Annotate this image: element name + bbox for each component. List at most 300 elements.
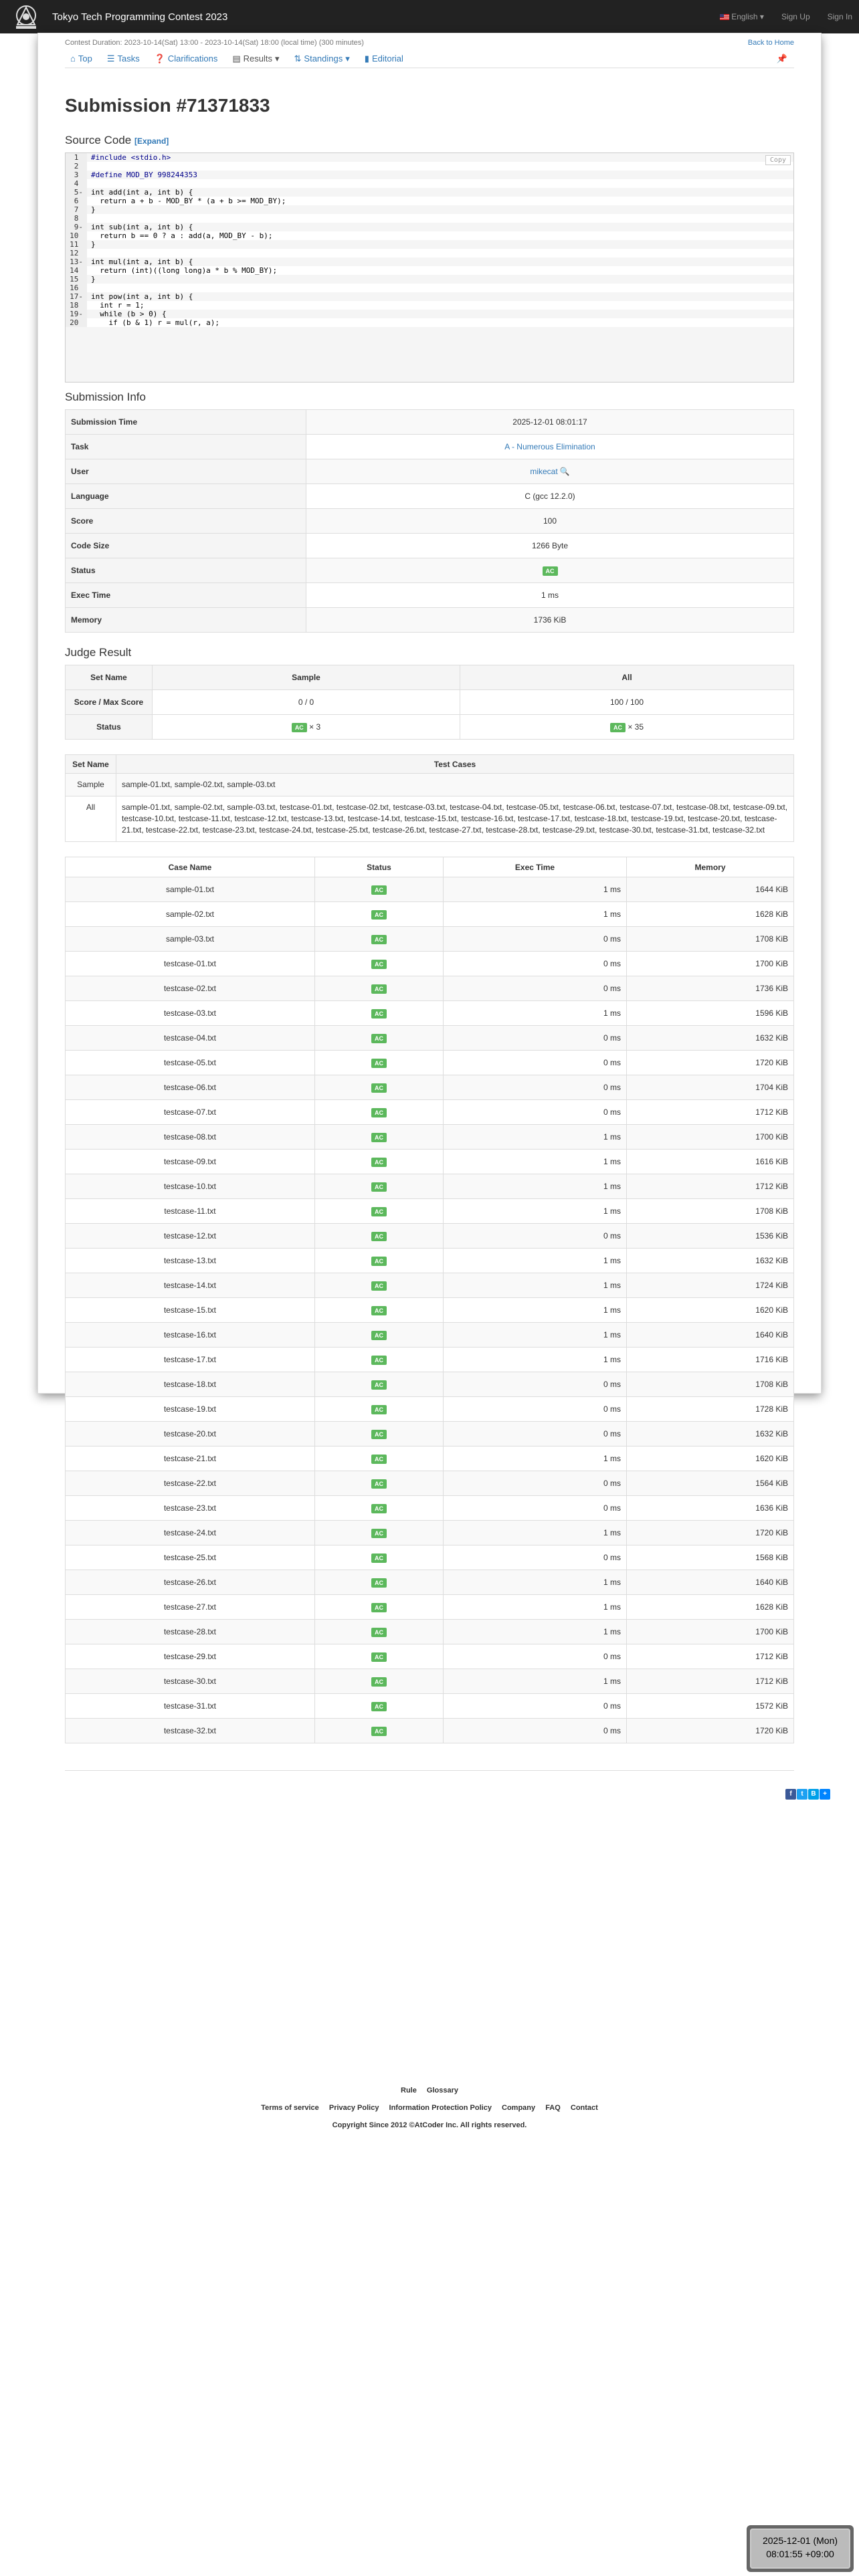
code-text: return a + b - MOD_BY * (a + b >= MOD_BY);: [91, 197, 286, 205]
tab-top[interactable]: [70, 53, 92, 64]
case-exec-time: 1 ms: [444, 1348, 627, 1372]
info-label: Language: [66, 484, 306, 509]
info-row: [66, 534, 794, 558]
ac-badge: AC: [371, 1405, 387, 1414]
question-icon: ❓: [154, 53, 165, 64]
table-row: [66, 1273, 794, 1298]
case-memory: 1704 KiB: [627, 1075, 794, 1100]
ac-badge: AC: [371, 1727, 387, 1736]
contest-tabs: [65, 49, 794, 68]
share-plus-icon[interactable]: +: [820, 1789, 830, 1800]
ac-badge: AC: [371, 935, 387, 944]
case-status: [315, 1100, 444, 1125]
tab-clarifications[interactable]: [155, 53, 218, 64]
info-label: Score: [66, 509, 306, 534]
search-icon[interactable]: 🔍: [559, 467, 570, 476]
case-results-table: [65, 857, 794, 1743]
line-number: 19-: [66, 310, 87, 318]
ac-badge: AC: [371, 1702, 387, 1711]
table-row: [66, 1125, 794, 1150]
tab-results[interactable]: ▤ Results ▾: [232, 53, 280, 64]
book-icon: ▮: [364, 53, 369, 64]
score-label: Score / Max Score: [66, 690, 153, 715]
case-exec-time: 1 ms: [444, 902, 627, 927]
judge-result-heading: Judge Result: [65, 646, 132, 659]
code-line: [66, 179, 793, 188]
case-name: testcase-14.txt: [66, 1273, 315, 1298]
source-code-box[interactable]: [65, 152, 794, 383]
share-buttons: [785, 1789, 830, 1800]
case-exec-time: 1 ms: [444, 1323, 627, 1348]
code-line: [66, 301, 793, 310]
case-memory: 1536 KiB: [627, 1224, 794, 1249]
code-text: [87, 249, 91, 257]
code-text: return b == 0 ? a : add(a, MOD_BY - b);: [91, 231, 273, 240]
ac-badge: AC: [371, 1356, 387, 1365]
table-row: [66, 1496, 794, 1521]
case-status: [315, 1446, 444, 1471]
line-number: 18: [66, 301, 87, 310]
ac-badge: AC: [543, 566, 558, 576]
info-label: Exec Time: [66, 583, 306, 608]
case-memory: 1644 KiB: [627, 877, 794, 902]
case-name: testcase-21.txt: [66, 1446, 315, 1471]
atcoder-logo[interactable]: [8, 1, 44, 33]
case-name: testcase-04.txt: [66, 1026, 315, 1051]
code-text: }: [91, 275, 96, 284]
case-exec-time: 0 ms: [444, 1471, 627, 1496]
table-row: [66, 976, 794, 1001]
code-text: int r = 1;: [91, 301, 145, 310]
footer-rule-link[interactable]: Rule: [401, 2086, 417, 2095]
judge-header-all: All: [460, 665, 794, 690]
code-line: [66, 284, 793, 292]
table-row: [66, 1446, 794, 1471]
us-flag-icon: [720, 14, 729, 20]
back-to-home-link[interactable]: Back to Home: [747, 39, 794, 47]
score-sample: 0 / 0: [153, 690, 460, 715]
case-name: sample-01.txt: [66, 877, 315, 902]
clock-date: 2025-12-01 (Mon): [762, 2535, 838, 2546]
case-header-name: Case Name: [66, 857, 315, 877]
case-exec-time: 1 ms: [444, 1199, 627, 1224]
case-status: [315, 1471, 444, 1496]
code-line: [66, 231, 793, 240]
code-line: [66, 310, 793, 318]
case-exec-time: 0 ms: [444, 1051, 627, 1075]
case-exec-time: 1 ms: [444, 1249, 627, 1273]
case-memory: 1628 KiB: [627, 1595, 794, 1620]
case-name: testcase-08.txt: [66, 1125, 315, 1150]
score-all: 100 / 100: [460, 690, 794, 715]
case-exec-time: 0 ms: [444, 927, 627, 952]
ac-badge: AC: [371, 885, 387, 895]
line-number: 4: [66, 179, 87, 188]
info-row: [66, 608, 794, 633]
code-text: int mul(int a, int b) {: [91, 257, 193, 266]
info-value: 1736 KiB: [306, 608, 794, 633]
table-row: [66, 1719, 794, 1743]
ac-badge: AC: [371, 1133, 387, 1142]
case-memory: 1708 KiB: [627, 1199, 794, 1224]
case-name: testcase-20.txt: [66, 1422, 315, 1446]
code-text: }: [91, 240, 96, 249]
code-line: [66, 275, 793, 284]
table-row: [66, 1545, 794, 1570]
case-name: testcase-10.txt: [66, 1174, 315, 1199]
code-text: #define MOD_BY 998244353: [91, 171, 197, 179]
case-memory: 1712 KiB: [627, 1644, 794, 1669]
case-exec-time: 0 ms: [444, 1644, 627, 1669]
case-exec-time: 1 ms: [444, 1125, 627, 1150]
case-status: [315, 1496, 444, 1521]
case-memory: 1720 KiB: [627, 1719, 794, 1743]
main-container: [38, 33, 821, 1735]
footer-faq-link[interactable]: FAQ: [545, 2104, 561, 2112]
footer-info-protection-link[interactable]: Information Protection Policy: [389, 2104, 492, 2112]
case-status: [315, 1719, 444, 1743]
line-number: 7: [66, 205, 87, 214]
table-row: [66, 1348, 794, 1372]
case-exec-time: 1 ms: [444, 1669, 627, 1694]
judge-header-sample: Sample: [153, 665, 460, 690]
pin-icon[interactable]: 📌: [776, 53, 787, 64]
case-status: [315, 1397, 444, 1422]
home-icon: ⌂: [70, 53, 76, 64]
table-row: [66, 1372, 794, 1397]
sets-header-cases: Test Cases: [116, 755, 794, 774]
line-number: 1: [66, 153, 87, 162]
line-number: 6: [66, 197, 87, 205]
case-exec-time: 1 ms: [444, 1150, 627, 1174]
line-number: 10: [66, 231, 87, 240]
case-name: testcase-19.txt: [66, 1397, 315, 1422]
code-line: [66, 197, 793, 205]
table-row: [66, 877, 794, 902]
table-row: [66, 927, 794, 952]
ac-badge: AC: [371, 984, 387, 994]
footer-terms-link[interactable]: Terms of service: [261, 2104, 319, 2112]
case-name: testcase-01.txt: [66, 952, 315, 976]
case-name: testcase-05.txt: [66, 1051, 315, 1075]
line-number: 17-: [66, 292, 87, 301]
case-exec-time: 1 ms: [444, 1001, 627, 1026]
case-header-memory: Memory: [627, 857, 794, 877]
code-text: return (int)((long long)a * b % MOD_BY);: [91, 266, 278, 275]
case-memory: 1716 KiB: [627, 1348, 794, 1372]
copyright: Copyright Since 2012 ©AtCoder Inc. All rights reserved.: [332, 2121, 527, 2129]
ac-badge: AC: [371, 960, 387, 969]
table-row: [66, 1026, 794, 1051]
ac-badge: AC: [371, 1504, 387, 1513]
code-line: [66, 257, 793, 266]
tab-editorial[interactable]: [365, 53, 403, 64]
ac-badge: AC: [371, 1158, 387, 1167]
table-row: [66, 1471, 794, 1496]
source-code-heading-text: Source Code: [65, 134, 132, 146]
case-status: [315, 1298, 444, 1323]
code-line: [66, 249, 793, 257]
case-exec-time: 0 ms: [444, 1224, 627, 1249]
case-exec-time: 0 ms: [444, 1545, 627, 1570]
table-row: [66, 1298, 794, 1323]
language-dropdown[interactable]: English ▾: [720, 12, 764, 21]
submission-info-table: [65, 409, 794, 633]
case-exec-time: 1 ms: [444, 1273, 627, 1298]
case-memory: 1712 KiB: [627, 1100, 794, 1125]
case-memory: 1620 KiB: [627, 1298, 794, 1323]
code-line: [66, 162, 793, 171]
code-text: int add(int a, int b) {: [91, 188, 193, 197]
table-row: [66, 952, 794, 976]
line-number: 15: [66, 275, 87, 284]
code-text: [87, 214, 91, 223]
info-label: Submission Time: [66, 410, 306, 435]
sort-icon: ⇅: [294, 53, 302, 64]
ac-badge: AC: [371, 1059, 387, 1068]
case-name: testcase-07.txt: [66, 1100, 315, 1125]
case-header-status: Status: [315, 857, 444, 877]
case-memory: 1596 KiB: [627, 1001, 794, 1026]
case-memory: 1712 KiB: [627, 1669, 794, 1694]
table-row: [66, 1224, 794, 1249]
tab-label: Top: [78, 53, 92, 64]
code-line: [66, 153, 793, 162]
code-text: }: [91, 205, 96, 214]
code-text: #include <stdio.h>: [91, 153, 171, 162]
case-exec-time: 0 ms: [444, 1496, 627, 1521]
ac-badge: AC: [371, 1009, 387, 1018]
info-row: [66, 583, 794, 608]
code-line: [66, 171, 793, 179]
code-text: while (b > 0) {: [91, 310, 167, 318]
info-row: [66, 484, 794, 509]
info-label: Task: [66, 435, 306, 459]
case-memory: 1616 KiB: [627, 1150, 794, 1174]
code-text: [87, 284, 91, 292]
task-link[interactable]: A - Numerous Elimination: [504, 442, 595, 451]
ac-badge: AC: [371, 1083, 387, 1093]
case-exec-time: 0 ms: [444, 1422, 627, 1446]
ac-badge: AC: [610, 723, 626, 732]
line-number: 20: [66, 318, 87, 327]
contest-duration: Contest Duration: 2023-10-14(Sat) 13:00 - 2023-10-14(Sat) 18:00 (local time) (300 minutes): [65, 39, 364, 47]
case-name: testcase-23.txt: [66, 1496, 315, 1521]
case-memory: 1708 KiB: [627, 1372, 794, 1397]
info-row: [66, 410, 794, 435]
case-exec-time: 0 ms: [444, 952, 627, 976]
table-row: [66, 1595, 794, 1620]
footer: [0, 2086, 859, 2129]
info-row: [66, 435, 794, 459]
tab-tasks[interactable]: [107, 53, 140, 64]
judge-result-table: [65, 665, 794, 740]
footer-privacy-link[interactable]: Privacy Policy: [328, 2104, 379, 2112]
ac-badge: AC: [371, 1380, 387, 1390]
ac-badge: AC: [371, 1455, 387, 1464]
ac-badge: AC: [371, 1553, 387, 1563]
case-name: testcase-22.txt: [66, 1471, 315, 1496]
case-status: [315, 877, 444, 902]
case-memory: 1620 KiB: [627, 1446, 794, 1471]
clock-widget: [747, 2525, 854, 2572]
case-memory: 1628 KiB: [627, 902, 794, 927]
table-row: [66, 1644, 794, 1669]
case-name: testcase-29.txt: [66, 1644, 315, 1669]
twitter-icon[interactable]: t: [797, 1789, 807, 1800]
case-memory: 1700 KiB: [627, 952, 794, 976]
contest-title[interactable]: Tokyo Tech Programming Contest 2023: [52, 11, 228, 23]
case-name: testcase-02.txt: [66, 976, 315, 1001]
footer-company-link[interactable]: Company: [502, 2104, 536, 2112]
info-row: [66, 558, 794, 583]
signup-link[interactable]: Sign Up: [781, 12, 810, 21]
code-text: if (b & 1) r = mul(r, a);: [91, 318, 220, 327]
top-navbar: [0, 0, 859, 33]
signin-link[interactable]: Sign In: [827, 12, 852, 21]
info-row: [66, 509, 794, 534]
tab-label: Clarifications: [167, 53, 218, 64]
case-exec-time: 0 ms: [444, 1075, 627, 1100]
page-title: Submission #71371833: [65, 95, 270, 116]
code-text: [87, 179, 91, 188]
case-name: testcase-25.txt: [66, 1545, 315, 1570]
table-row: [66, 1422, 794, 1446]
tab-label: Standings: [304, 53, 343, 64]
case-exec-time: 0 ms: [444, 976, 627, 1001]
footer-glossary-link[interactable]: Glossary: [426, 2086, 458, 2095]
ac-badge: AC: [371, 1430, 387, 1439]
ac-badge: AC: [371, 1529, 387, 1538]
ac-badge: AC: [371, 1034, 387, 1043]
case-header-time: Exec Time: [444, 857, 627, 877]
facebook-icon[interactable]: f: [785, 1789, 796, 1800]
code-line: [66, 292, 793, 301]
case-memory: 1700 KiB: [627, 1125, 794, 1150]
case-memory: 1640 KiB: [627, 1323, 794, 1348]
case-exec-time: 1 ms: [444, 1521, 627, 1545]
case-name: testcase-13.txt: [66, 1249, 315, 1273]
case-name: testcase-16.txt: [66, 1323, 315, 1348]
submission-info-heading: Submission Info: [65, 391, 146, 403]
case-memory: 1720 KiB: [627, 1521, 794, 1545]
sets-header-name: Set Name: [66, 755, 116, 774]
info-value: [306, 459, 794, 484]
code-line: [66, 188, 793, 197]
table-row: [66, 1669, 794, 1694]
clock-time: 08:01:55 +09:00: [766, 2549, 834, 2559]
case-name: testcase-32.txt: [66, 1719, 315, 1743]
hatena-icon[interactable]: B: [808, 1789, 819, 1800]
info-value: 100: [306, 509, 794, 534]
table-row: [66, 1199, 794, 1224]
case-status: [315, 1323, 444, 1348]
ac-badge: AC: [371, 1603, 387, 1612]
set-cases-sample: sample-01.txt, sample-02.txt, sample-03.txt: [116, 774, 794, 796]
ac-badge: AC: [371, 1257, 387, 1266]
case-memory: 1712 KiB: [627, 1174, 794, 1199]
language-label: English: [731, 12, 758, 21]
info-label: Code Size: [66, 534, 306, 558]
tab-standings[interactable]: ⇅ Standings ▾: [294, 53, 350, 64]
footer-contact-link[interactable]: Contact: [570, 2104, 598, 2112]
table-row: [66, 1521, 794, 1545]
code-line: [66, 223, 793, 231]
table-row: [66, 1075, 794, 1100]
line-number: 8: [66, 214, 87, 223]
case-status: [315, 1372, 444, 1397]
case-status: [315, 1249, 444, 1273]
set-name-all: All: [66, 796, 116, 842]
ac-badge: AC: [371, 1652, 387, 1662]
status-all: [460, 715, 794, 740]
line-number: 11: [66, 240, 87, 249]
table-row: [66, 1150, 794, 1174]
info-value: 1266 Byte: [306, 534, 794, 558]
case-name: testcase-28.txt: [66, 1620, 315, 1644]
case-name: testcase-31.txt: [66, 1694, 315, 1719]
ac-badge: AC: [371, 1677, 387, 1687]
line-number: 3: [66, 171, 87, 179]
case-name: testcase-03.txt: [66, 1001, 315, 1026]
case-status: [315, 1001, 444, 1026]
case-memory: 1568 KiB: [627, 1545, 794, 1570]
case-status: [315, 1620, 444, 1644]
table-row: [66, 1249, 794, 1273]
table-row: [66, 1694, 794, 1719]
case-status: [315, 1199, 444, 1224]
code-text: int sub(int a, int b) {: [91, 223, 193, 231]
info-value: C (gcc 12.2.0): [306, 484, 794, 509]
case-exec-time: 0 ms: [444, 1100, 627, 1125]
expand-link[interactable]: [Expand]: [134, 136, 169, 146]
code-text: [87, 162, 91, 171]
list-icon: ☰: [106, 53, 115, 64]
case-name: testcase-06.txt: [66, 1075, 315, 1100]
case-status: [315, 952, 444, 976]
copy-button[interactable]: Copy: [765, 155, 791, 165]
case-exec-time: 0 ms: [444, 1026, 627, 1051]
table-row: [66, 1620, 794, 1644]
code-line: [66, 240, 793, 249]
case-status: [315, 1669, 444, 1694]
ac-badge: AC: [371, 1628, 387, 1637]
line-number: 16: [66, 284, 87, 292]
line-number: 13-: [66, 257, 87, 266]
case-status: [315, 1075, 444, 1100]
case-exec-time: 0 ms: [444, 1719, 627, 1743]
case-memory: 1736 KiB: [627, 976, 794, 1001]
case-memory: 1632 KiB: [627, 1249, 794, 1273]
case-memory: 1564 KiB: [627, 1471, 794, 1496]
case-name: testcase-26.txt: [66, 1570, 315, 1595]
case-status: [315, 1051, 444, 1075]
ac-badge: AC: [371, 1306, 387, 1315]
table-row: [66, 1323, 794, 1348]
case-status: [315, 976, 444, 1001]
case-status: [315, 1174, 444, 1199]
user-link[interactable]: mikecat: [530, 467, 558, 476]
info-label: User: [66, 459, 306, 484]
case-status: [315, 1026, 444, 1051]
table-row: [66, 1397, 794, 1422]
case-memory: 1632 KiB: [627, 1026, 794, 1051]
status-label: Status: [66, 715, 153, 740]
line-number: 9-: [66, 223, 87, 231]
case-status: [315, 1422, 444, 1446]
case-memory: 1640 KiB: [627, 1570, 794, 1595]
case-name: testcase-24.txt: [66, 1521, 315, 1545]
